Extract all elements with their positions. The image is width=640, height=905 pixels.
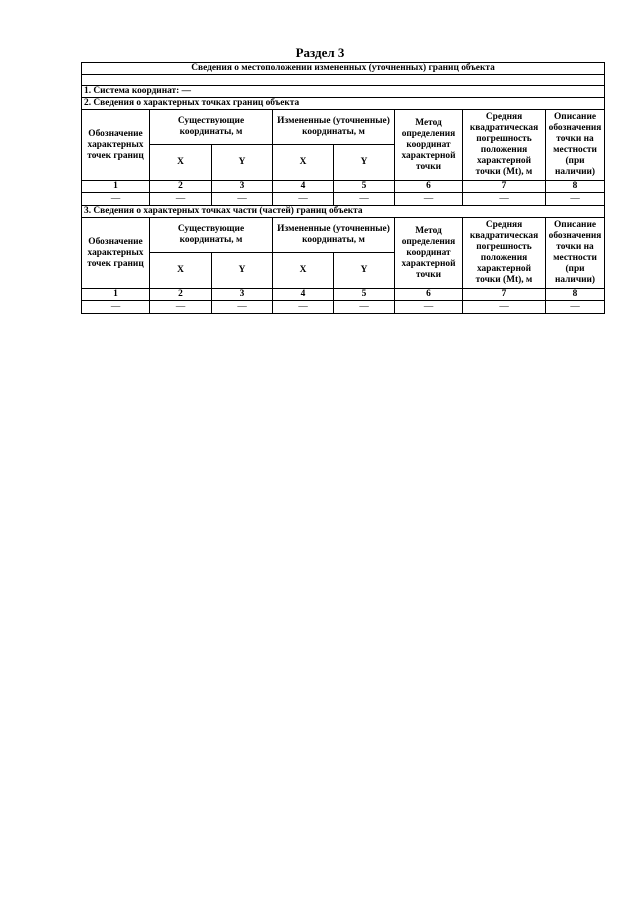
header-method: Метод определения координат характерной точки bbox=[395, 218, 463, 289]
header-description: Описание обозначения точки на местности (при наличии) bbox=[546, 218, 605, 289]
table-cell: — bbox=[463, 193, 546, 206]
column-number: 4 bbox=[273, 289, 334, 301]
column-number: 7 bbox=[463, 181, 546, 193]
header-point-label: Обозначение характерных точек границ bbox=[82, 218, 150, 289]
header-x: X bbox=[150, 253, 212, 289]
table-cell: — bbox=[334, 193, 395, 206]
table-cell: — bbox=[395, 193, 463, 206]
column-number: 6 bbox=[395, 289, 463, 301]
part3-title: 3. Сведения о характерных точках части (частей) границ объекта bbox=[82, 206, 605, 218]
column-number: 5 bbox=[334, 181, 395, 193]
table-row bbox=[82, 301, 605, 314]
column-number: 4 bbox=[273, 181, 334, 193]
header-y: Y bbox=[212, 253, 273, 289]
header-existing-coords: Существующие координаты, м bbox=[150, 218, 273, 253]
header-method: Метод определения координат характерной точки bbox=[395, 110, 463, 181]
header-point-label: Обозначение характерных точек границ bbox=[82, 110, 150, 181]
column-number: 8 bbox=[546, 289, 605, 301]
header-y: Y bbox=[334, 145, 395, 181]
table-row bbox=[82, 193, 605, 206]
column-number: 2 bbox=[150, 289, 212, 301]
coord-system-label: 1. Система координат: — bbox=[82, 86, 605, 98]
table-cell: — bbox=[273, 301, 334, 314]
header-description: Описание обозначения точки на местности (при наличии) bbox=[546, 110, 605, 181]
table-cell: — bbox=[212, 301, 273, 314]
header-existing-coords: Существующие координаты, м bbox=[150, 110, 273, 145]
column-number: 2 bbox=[150, 181, 212, 193]
section-title: Раздел 3 bbox=[295, 45, 345, 60]
column-number: 5 bbox=[334, 289, 395, 301]
column-number: 6 bbox=[395, 181, 463, 193]
header-changed-coords: Измененные (уточненные) координаты, м bbox=[273, 218, 395, 253]
table-cell: — bbox=[546, 301, 605, 314]
header-y: Y bbox=[212, 145, 273, 181]
column-number: 8 bbox=[546, 181, 605, 193]
part2-title: 2. Сведения о характерных точках границ объекта bbox=[82, 98, 605, 110]
header-error: Средняя квадратическая погрешность положения характерной точки (Mt), м bbox=[463, 218, 546, 289]
table-cell: — bbox=[395, 301, 463, 314]
table-cell: — bbox=[546, 193, 605, 206]
boundary-table bbox=[81, 62, 605, 314]
table-title: Сведения о местоположении измененных (уточненных) границ объекта bbox=[82, 63, 605, 75]
header-x: X bbox=[273, 145, 334, 181]
table-cell: — bbox=[273, 193, 334, 206]
table-cell: — bbox=[150, 301, 212, 314]
table-cell: — bbox=[334, 301, 395, 314]
column-number: 3 bbox=[212, 289, 273, 301]
header-x: X bbox=[273, 253, 334, 289]
table-cell: — bbox=[150, 193, 212, 206]
column-number: 7 bbox=[463, 289, 546, 301]
header-changed-coords: Измененные (уточненные) координаты, м bbox=[273, 110, 395, 145]
table-cell: — bbox=[82, 193, 150, 206]
header-y: Y bbox=[334, 253, 395, 289]
column-number: 3 bbox=[212, 181, 273, 193]
header-error: Средняя квадратическая погрешность положения характерной точки (Mt), м bbox=[463, 110, 546, 181]
column-number: 1 bbox=[82, 181, 150, 193]
table-cell: — bbox=[212, 193, 273, 206]
blank-row bbox=[82, 75, 605, 86]
table-cell: — bbox=[463, 301, 546, 314]
header-x: X bbox=[150, 145, 212, 181]
table-cell: — bbox=[82, 301, 150, 314]
column-number: 1 bbox=[82, 289, 150, 301]
